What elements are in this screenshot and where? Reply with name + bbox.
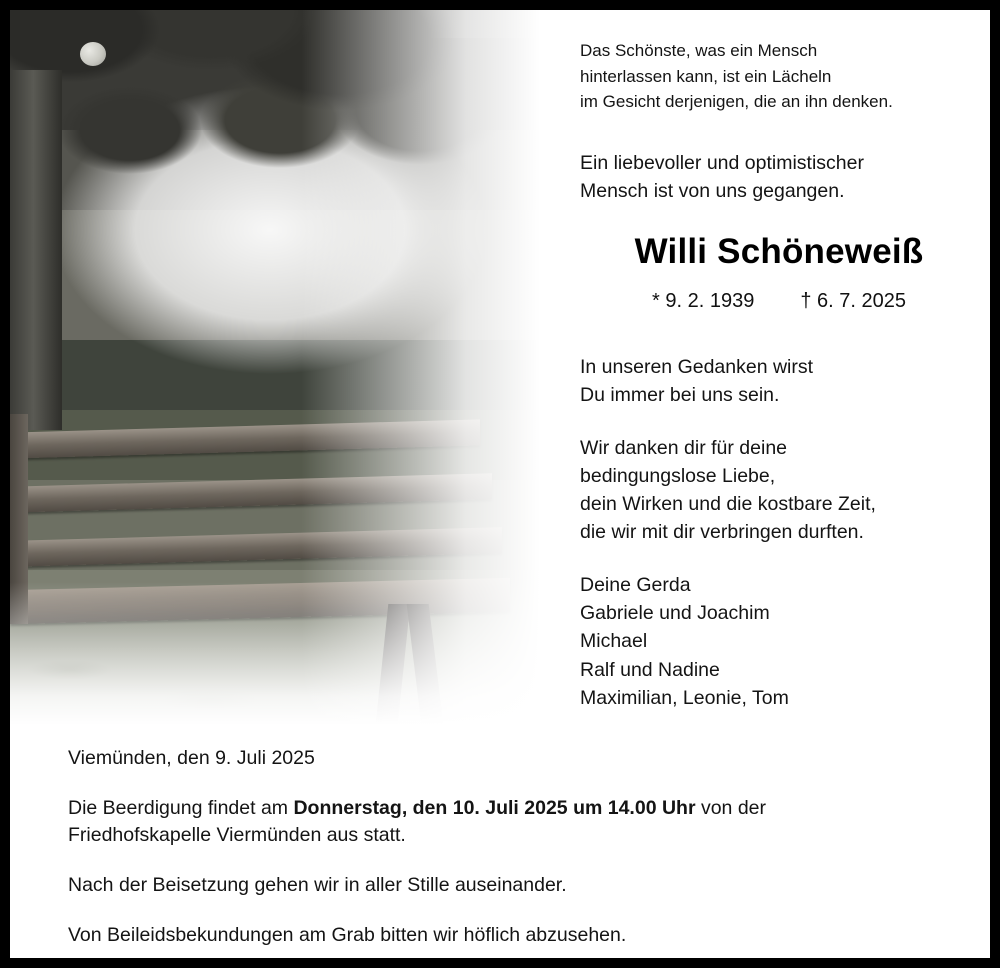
funeral-prefix: Die Beerdigung findet am (68, 796, 294, 819)
lead-line: Ein liebevoller und optimistischer (580, 151, 864, 174)
card-inner (10, 10, 990, 958)
funeral-announcement (68, 795, 968, 850)
notice-text-column (580, 38, 978, 712)
motto-line: hinterlassen kann, ist ein Lächeln (580, 66, 832, 86)
death-date: † 6. 7. 2025 (800, 289, 906, 312)
memorial-photo (10, 10, 540, 725)
thanks-line: Wir danken dir für deine (580, 436, 788, 459)
thanks-line: bedingungslose Liebe, (580, 464, 776, 487)
family-line: Gabriele und Joachim (580, 601, 770, 624)
memory-line: In unseren Gedanken wirst (580, 356, 814, 379)
family-signature (580, 571, 978, 712)
condolences-note: Von Beileidsbekundungen am Grab bitten wir höflich abzusehen. (68, 923, 627, 946)
birth-date: * 9. 2. 1939 (652, 289, 755, 312)
after-burial-note: Nach der Beisetzung gehen wir in aller Stille auseinander. (68, 874, 567, 897)
lead-line: Mensch ist von uns gegangen. (580, 179, 845, 202)
funeral-location: Friedhofskapelle Viermünden aus statt. (68, 824, 406, 847)
funeral-details (68, 745, 968, 949)
motto-line: im Gesicht derjenigen, die an ihn denken. (580, 92, 893, 111)
lead-block (580, 149, 978, 206)
memory-block (580, 353, 978, 410)
funeral-datetime: Donnerstag, den 10. Juli 2025 um 14.00 Uhr (293, 796, 696, 819)
family-line: Michael (580, 630, 648, 653)
family-line: Ralf und Nadine (580, 658, 720, 681)
place-and-date: Viemünden, den 9. Juli 2025 (68, 747, 315, 769)
family-line: Deine Gerda (580, 573, 691, 596)
thanks-line: die wir mit dir verbringen durften. (580, 521, 864, 544)
thanks-line: dein Wirken und die kostbare Zeit, (580, 493, 876, 516)
funeral-suffix: von der (695, 796, 767, 819)
memory-line: Du immer bei uns sein. (580, 384, 780, 407)
deceased-name: Willi Schöneweiß (634, 232, 924, 272)
family-line: Maximilian, Leonie, Tom (580, 686, 789, 709)
motto-block (580, 38, 978, 115)
photo-white-fade (10, 10, 540, 725)
motto-line: Das Schönste, was ein Mensch (580, 41, 818, 60)
life-dates (580, 287, 978, 315)
thanks-block (580, 434, 978, 547)
